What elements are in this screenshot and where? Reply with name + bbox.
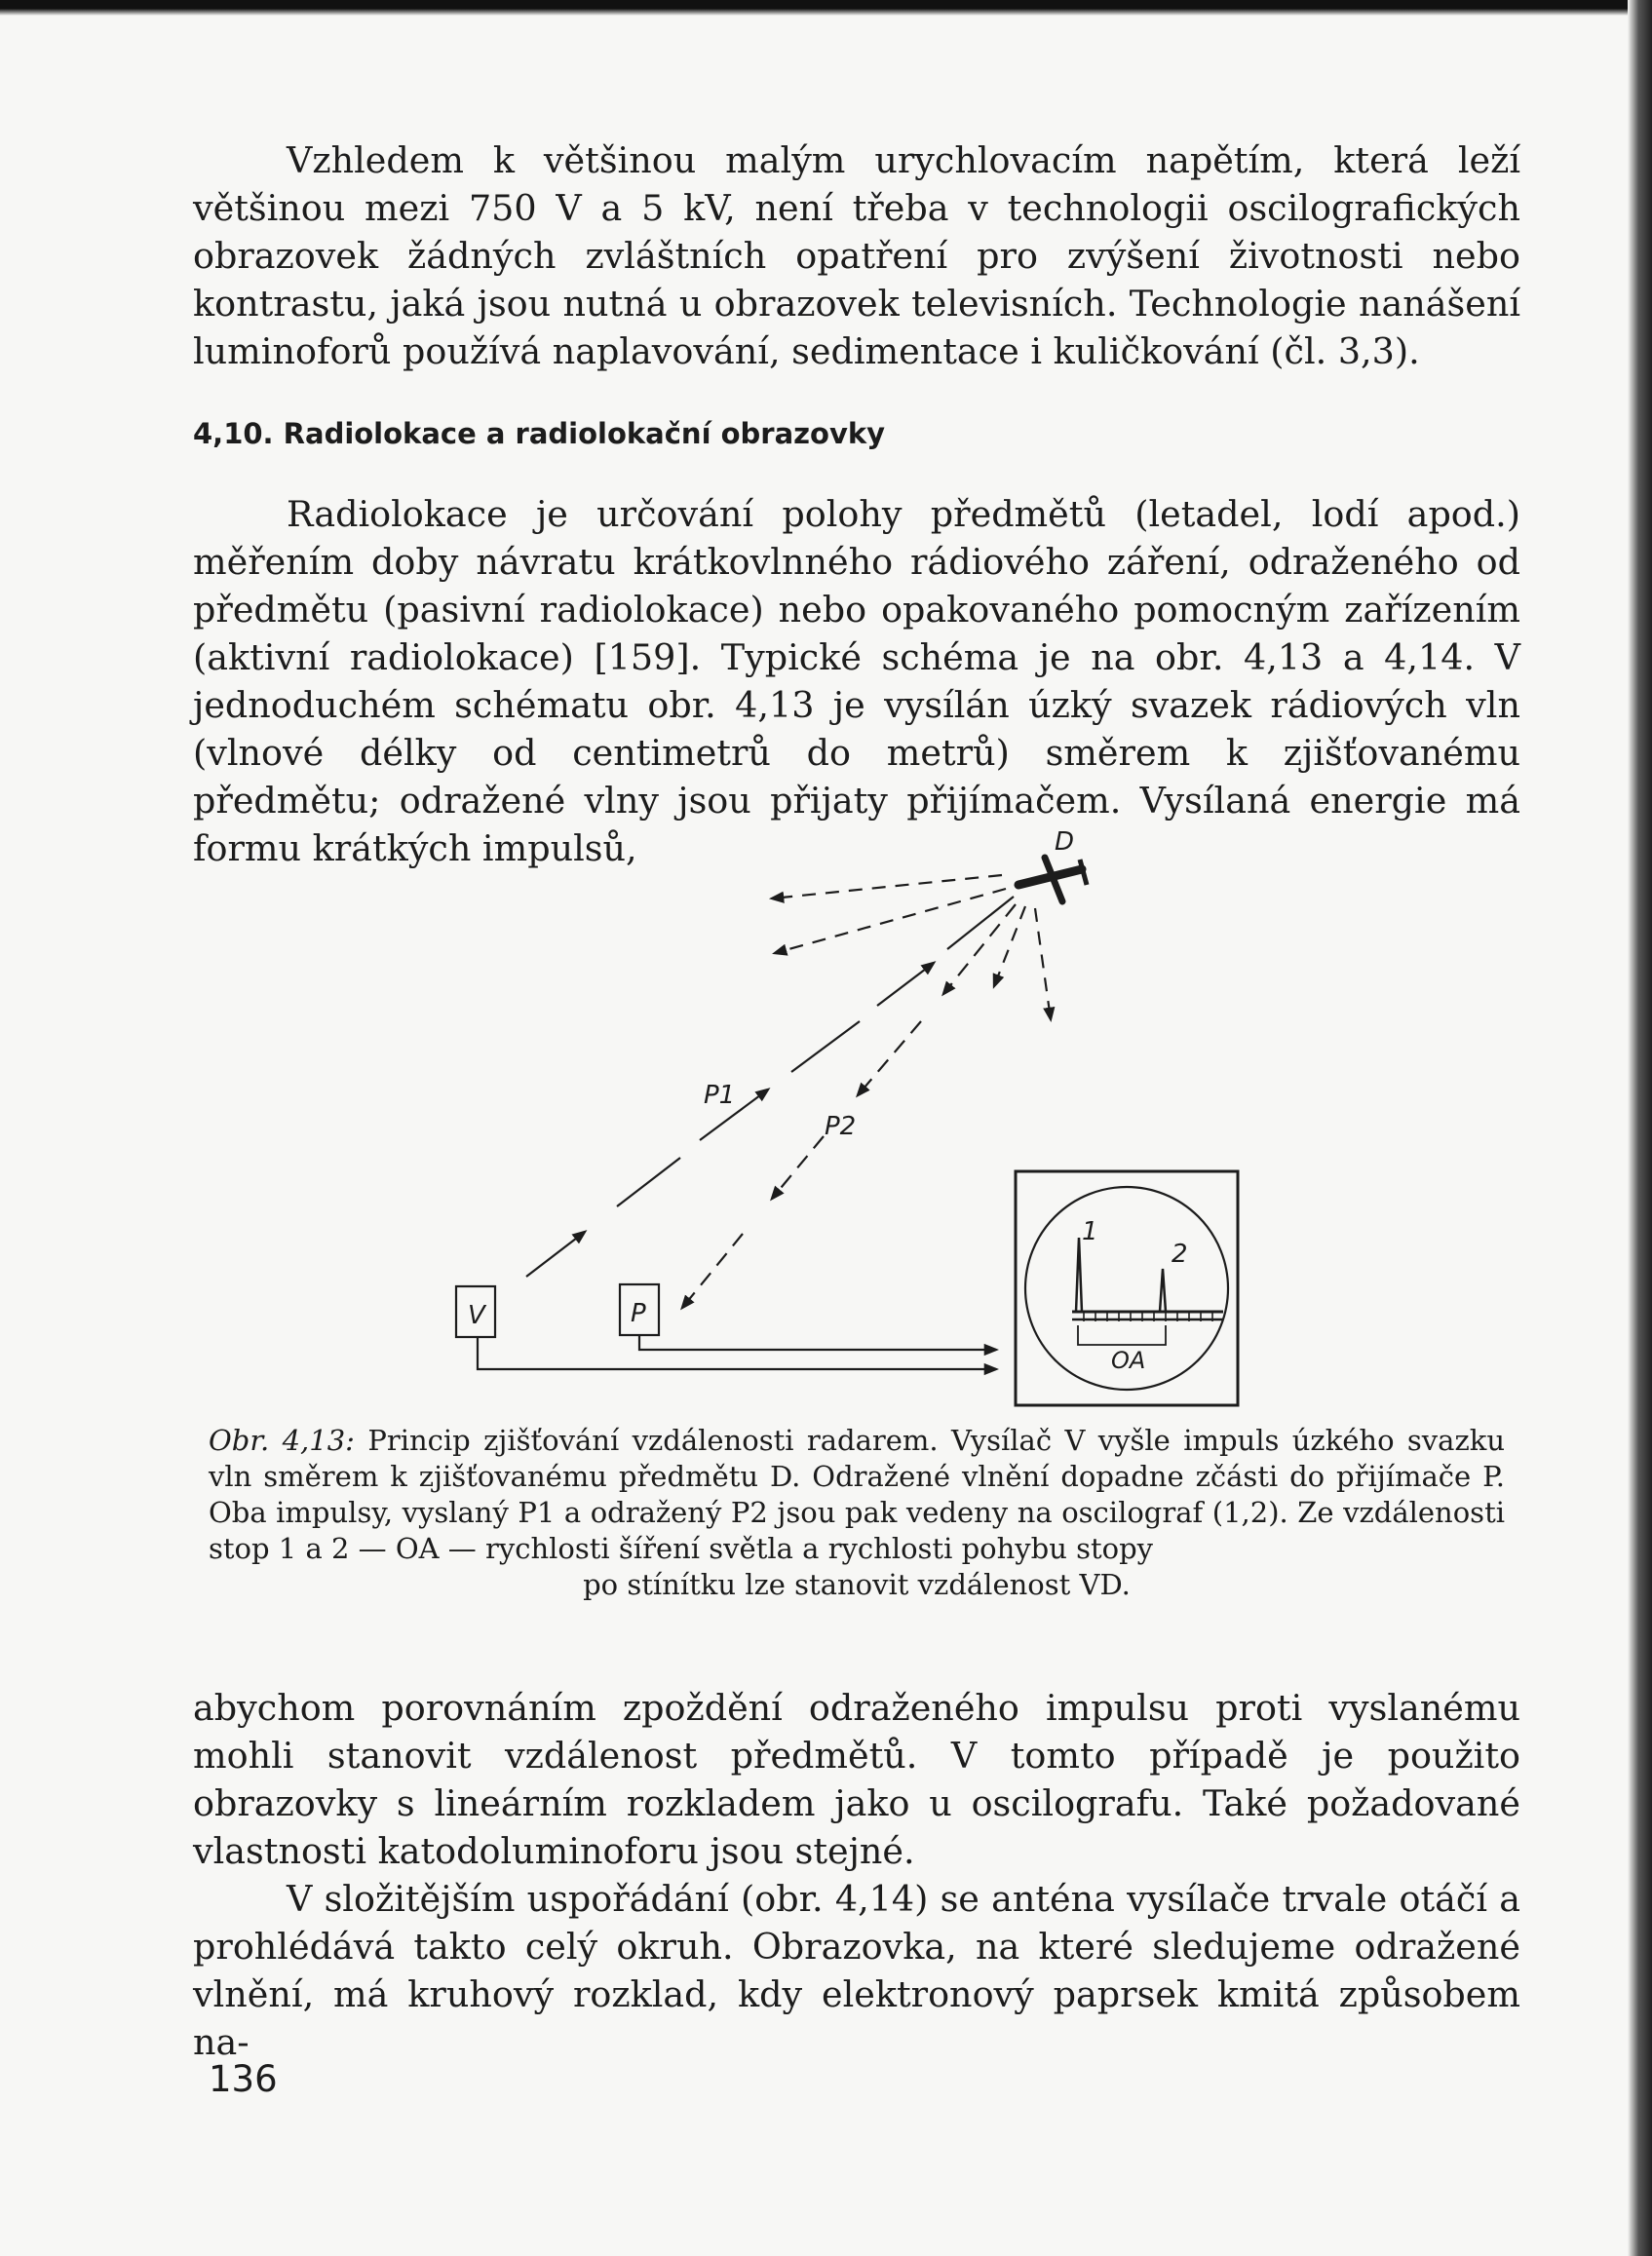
paragraph-delay: abychom porovnáním zpoždění odraženého impulsu proti vyslanému mohli stanovit vzdálenost předmětů. V tomto případě je použito obrazovky s lineárním rozkladem jako u oscilografu. Také požadované vlastnosti katodoluminoforu jsou stejné. [193, 1687, 1520, 1872]
scan-top-edge [0, 0, 1652, 16]
label-pulse-2: 2 [1172, 1240, 1188, 1269]
label-transmitter: V [468, 1301, 485, 1330]
paragraph-radiolocation: Radiolokace je určování polohy předmětů (letadel, lodí apod.) měřením doby návratu krátkovlnného rádiového záření, odraženého od předmětu (pasivní radiolokace) nebo opakovaného pomocným zařízením (aktivní radiolokace) [159]. Typické schéma je na obr. 4,13 a 4,14. V jednoduchém schématu obr. 4,13 je vysílán úzký svazek rádiových vln (vlnové délky od centimetrů do metrů) směrem k zjišťovanému předmětu; odražené vlny jsou přijaty přijímačem. Vysílaná energie má formu krátkých impulsů, [193, 493, 1520, 869]
label-p1: P1 [704, 1081, 736, 1110]
label-target: D [1055, 827, 1075, 857]
distance-bracket [1078, 1325, 1166, 1345]
caption-last-line: po stínítku lze stanovit vzdálenost VD. [583, 1568, 1131, 1601]
section-heading: 4,10. Radiolokace a radiolokační obrazovky [193, 417, 886, 450]
figure-caption [209, 1423, 1505, 1603]
scattered-reflections [772, 875, 1051, 1019]
caption-text: Princip zjišťování vzdálenosti radarem. Vysílač V vyšle impuls úzkého svazku vln směrem k zjišťovanému předmětu D. Odražené vlnění dopadne zčásti do přijímače P. Oba impulsy, vyslaný P1 a odražený P2 jsou pak vedeny na oscilograf (1,2). Ze vzdálenosti stop 1 a 2 — OA — rychlosti šíření světla a rychlosti pohybu stopy [209, 1424, 1506, 1565]
label-p2: P2 [825, 1112, 857, 1141]
paragraph-rotating-antenna: V složitějším uspořádání (obr. 4,14) se anténa vysílače trvale otáčí a prohlédává takto celý okruh. Obrazovka, na které sledujeme odražené vlnění, má kruhový rozklad, kdy elektronový paprsek kmitá způsobem na- [193, 1878, 1520, 2063]
label-receiver: P [631, 1299, 646, 1328]
page-number: 136 [209, 2058, 278, 2100]
echo-trace [1072, 1238, 1166, 1312]
aircraft-icon [1018, 858, 1087, 901]
paragraph-technology: Vzhledem k většinou malým urychlovacím napětím, která leží většinou mezi 750 V a 5 kV, není třeba v technologii oscilografických obrazovek žádných zvláštních opatření pro zvýšení životnosti nebo kontrastu, jaká jsou nutná u obrazovek televisních. Technologie nanášení luminoforů používá naplavování, sedimentace i kuličkování (čl. 3,3). [193, 139, 1520, 372]
radar-diagram [0, 799, 1652, 1423]
label-distance: OA [1111, 1347, 1146, 1374]
signal-lines [478, 1335, 996, 1369]
label-pulse-1: 1 [1082, 1217, 1098, 1246]
transmitted-beam-p1 [526, 897, 1014, 1277]
caption-label: Obr. 4,13: [209, 1424, 355, 1457]
